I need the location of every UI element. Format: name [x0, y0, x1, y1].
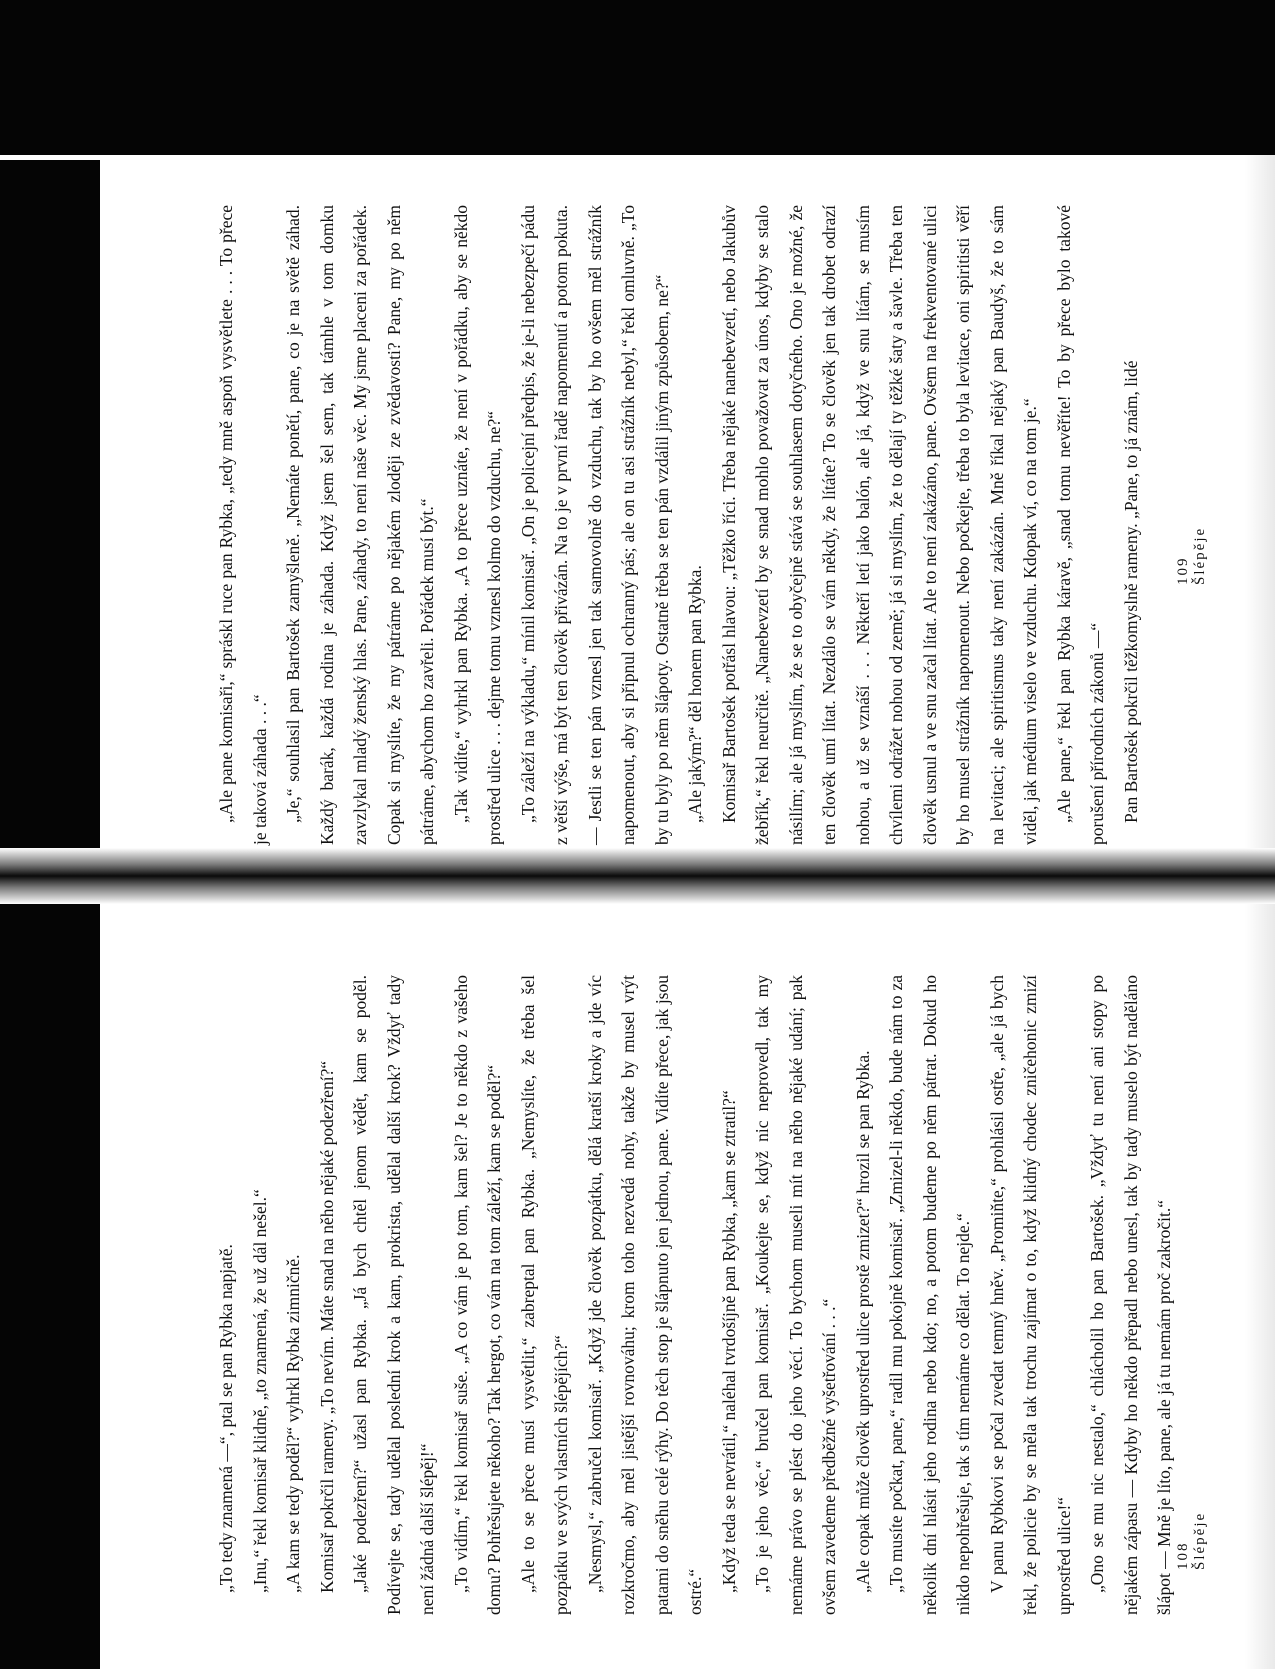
paragraph: „Nesmysl,“ zabručel komisař. „Když jde člověk pozpátku, dělá kratší kroky a jde víc rozkročmo, aby měl jistější rovnováhu; krom toho nezvedá nohy, takže by musel vrýt patami do sněhu celé rýhy. Do těch stop je šlápnuto jen jednou, pane. Vidíte přece, jak jsou ostré.“ [584, 975, 705, 1615]
page-number: 109 [1175, 556, 1191, 585]
paragraph: „Ono se mu nic nestalo,“ chlácholil ho pan Bartošek. „Vždyť tu není ani stopy po nějakém zápasu — Kdyby ho někdo přepadl nebo unesl, tak by tady muselo být naděláno šlápot — Mně je líto, pane, ale já tu nemám proč zakročit.“ [1087, 975, 1174, 1615]
paragraph: Komisař pokrčil rameny. „To nevím. Máte snad na něho nějaké podezření?“ [316, 1060, 337, 1593]
scanner-black-border-top [0, 0, 1275, 155]
page-footer-108 [1175, 1512, 1209, 1570]
paragraph: „Ale pane komisaři,“ spráskl ruce pan Rybka, „tedy mně aspoň vysvětlete . . . To přece je taková záhada . . .“ [216, 205, 270, 845]
paragraph: „A kam se tedy poděl?“ vyhrkl Rybka zimničně. [283, 1254, 303, 1593]
running-head: Šlépěje [1192, 1511, 1208, 1570]
page-108-body [210, 975, 1182, 1615]
paragraph: „To tedy znamená —“, ptal se pan Rybka napjatě. [216, 1244, 236, 1593]
paragraph: „Ale to se přece musí vysvětlit,“ zabreptal pan Rybka. „Nemyslíte, že třeba šel pozpátku ve svých vlastních šlépějích?“ [517, 975, 571, 1615]
page-footer-109 [1175, 527, 1209, 585]
paragraph: „Ale jakým?“ děl honem pan Rybka. [685, 565, 705, 823]
paragraph: „Je,“ souhlasil pan Bartošek zamyšleně. „Nemáte ponětí, pane, co je na světě záhad. Každý barák, každá rodina je záhada. Když jsem šel sem, tak támhle v tom domku zavzlykal mladý ženský hlas. Pane, záhady, to není naše věc. My jsme placeni za pořádek. Copak si myslíte, že my pátráme po nějakém zloději ze zvědavosti? Pane, my po něm pátráme, abychom ho zavřeli. Pořádek musí být.“ [283, 205, 437, 845]
paragraph: V panu Rybkovi se počal zvedat temný hněv. „Promiňte,“ prohlásil ostře, „ale já bych řekl, že policie by se měla tak trochu zajímat o to, když klidný chodec zničehonic zmizí uprostřed ulice!“ [986, 975, 1074, 1615]
paragraph: „Jaké podezření?“ užasl pan Rybka. „Já bych chtěl jenom vědět, kam se poděl. Podívejte se, tady udělal poslední krok a kam, prokrista, udělal další krok? Vždyť tady není žádná další šlépěj!“ [350, 975, 437, 1615]
page-edge-shadow [1245, 155, 1275, 1669]
book-gutter [0, 848, 1275, 904]
page-109-body [210, 205, 1148, 845]
paragraph: „Když teda se nevrátil,“ naléhal tvrdošíjně pan Rybka, „kam se ztratil?“ [718, 1090, 739, 1593]
paragraph: „To záleží na výkladu,“ mínil komisař. „On je policejní předpis, že je-li nebezpečí pádu z větší výše, má být ten člověk přivázán. Na to je v první řadě napomenutí a potom pokuta. — Jestli se ten pán vznesl jen tak samovolně do vzduchu, tak by ho ovšem měl strážník napomenout, aby si připnul ochranný pás; ale on tu asi strážník nebyl,“ řekl omluvně. „To by tu byly po něm šlápoty. Ostatně třeba se ten pán vzdálil jiným způsobem, ne?“ [517, 205, 672, 845]
paragraph: Pan Bartošek pokrčil těžkomyslně rameny. „Pane, to já znám, lidé [1120, 360, 1141, 823]
paragraph: „Inu,“ řekl komisař klidně, „to znamená, že už dál nešel.“ [249, 1189, 270, 1593]
paragraph: „To je jeho věc,“ bručel pan komisař. „Koukejte se, když nic neprovedl, tak my nemáme právo se plést do jeho věcí. To bychom museli mít na něho nějaké udání; pak ovšem zavedeme předběžné vyšetřování . . .“ [752, 975, 839, 1615]
running-head: Šlépěje [1192, 526, 1208, 585]
page-number: 108 [1175, 1541, 1191, 1570]
paragraph: „Ale pane,“ řekl pan Rybka káravě, „snad tomu nevěříte! To by přece bylo takové porušení přírodních zákonů —“ [1053, 205, 1107, 845]
paragraph: „To musíte počkat, pane,“ radil mu pokojně komisař. „Zmizel-li někdo, bude nám to za několik dní hlásit jeho rodina nebo kdo; no, a potom budeme po něm pátrat. Dokud ho nikdo nepohřešuje, tak s tím nemáme co dělat. To nejde.“ [886, 975, 973, 1615]
paragraph: Komisař Bartošek potřásl hlavou: „Těžko říci. Třeba nějaké nanebevzetí, nebo Jakubův žebřík,“ řekl neurčitě. „Nanebevzetí by se snad mohlo považovat za únos, kdyby se stalo násilím; ale já myslím, že se to obyčejně stává se souhlasem dotyčného. Ono je možné, že ten člověk umí lítat. Nezdálo se vám někdy, že lítáte? To se člověk jen tak drobet odrazí nohou, a už se vznáší . . . Někteří letí jako balón, ale já, když ve snu lítám, se musím chvílemi odrážet nohou od země; já si myslím, že to dělají ty těžké šaty a šavle. Třeba ten člověk usnul a ve snu začal lítat. Ale to není zakázáno, pane. Ovšem na frekventované ulici by ho musel strážník napomenout. Nebo počkejte, třeba to byla levitace, oni spiritisti věří na levitaci; ale spiritismus taky není zakázán. Mně říkal nějaký pan Baudyš, že to sám viděl, jak médium viselo ve vzduchu. Kdopak ví, co na tom je.“ [718, 205, 1040, 845]
paragraph: „Tak vidíte,“ vyhrkl pan Rybka. „A to přece uznáte, že není v pořádku, aby se někdo prostřed ulice . . . dejme tomu vznesl kolmo do vzduchu, ne?“ [450, 205, 504, 845]
paragraph: „To vidím,“ řekl komisař suše. „A co vám je po tom, kam šel? Je to někdo z vašeho domu? Pohřešujete někoho? Tak hergot, co vám na tom záleží, kam se poděl?“ [450, 975, 504, 1615]
scanner-black-border-left [0, 160, 100, 1669]
paragraph: „Ale copak může člověk uprostřed ulice prostě zmizet?“ hrozil se pan Rybka. [852, 1050, 873, 1593]
